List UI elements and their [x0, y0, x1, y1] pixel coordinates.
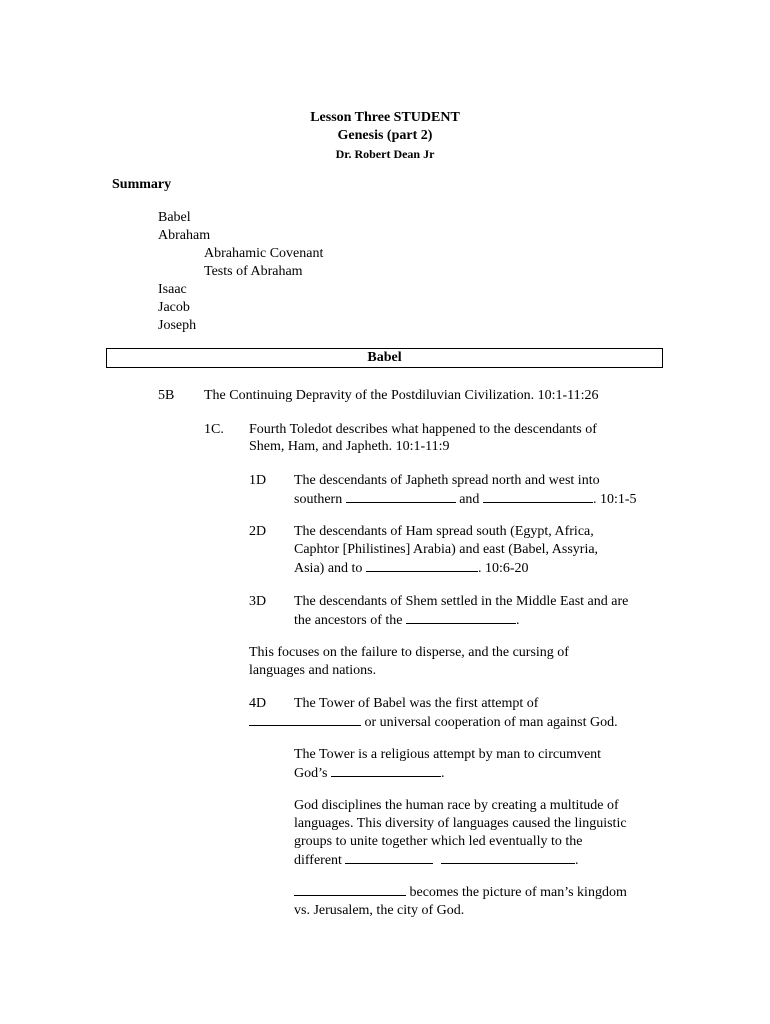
summary-item: Joseph — [158, 318, 197, 333]
fill-in-blank[interactable] — [345, 851, 433, 864]
outline-label-2d: 2D — [249, 524, 267, 539]
text-fragment: becomes the picture of man’s kingdom — [409, 885, 627, 900]
text-fragment: God’s — [294, 766, 328, 781]
picture-text-line2: vs. Jerusalem, the city of God. — [294, 903, 465, 918]
picture-text-line1 — [294, 883, 627, 902]
summary-item: Abraham — [158, 228, 211, 243]
outline-text-2d-line3 — [294, 559, 529, 578]
fill-in-blank[interactable] — [441, 851, 575, 864]
outline-label-5b: 5B — [158, 388, 175, 403]
text-fragment: and — [459, 492, 480, 507]
fill-in-blank[interactable] — [249, 713, 361, 726]
outline-text-4d-line2 — [249, 713, 618, 732]
outline-text-1c-line1: Fourth Toledot describes what happened to the descendants of — [249, 422, 597, 437]
section-header-babel: Babel — [106, 348, 663, 368]
text-fragment: . — [440, 766, 445, 781]
fill-in-blank[interactable] — [366, 559, 478, 572]
outline-text-5b: The Continuing Depravity of the Postdiluvian Civilization. 10:1-11:26 — [204, 388, 599, 403]
summary-subitem: Tests of Abraham — [204, 264, 303, 279]
summary-item: Babel — [158, 210, 191, 225]
text-fragment: the ancestors of the — [294, 613, 403, 628]
outline-text-1c-line2: Shem, Ham, and Japheth. 10:1-11:9 — [249, 439, 450, 454]
fill-in-blank[interactable] — [294, 883, 406, 896]
disciplines-text-line2: languages. This diversity of languages caused the linguistic — [294, 816, 627, 831]
text-fragment: or universal cooperation of man against God. — [364, 715, 618, 730]
fill-in-blank[interactable] — [346, 490, 456, 503]
focus-text-line1: This focuses on the failure to disperse, and the cursing of — [249, 645, 569, 660]
fill-in-blank[interactable] — [483, 490, 593, 503]
author-line: Dr. Robert Dean Jr — [335, 147, 435, 161]
fill-in-blank[interactable] — [331, 764, 441, 777]
summary-item: Isaac — [158, 282, 187, 297]
outline-label-3d: 3D — [249, 594, 267, 609]
outline-text-1d-line2 — [294, 490, 637, 509]
outline-label-1d: 1D — [249, 473, 267, 488]
text-fragment: . 10:6-20 — [477, 561, 529, 576]
summary-subitem: Abrahamic Covenant — [204, 246, 324, 261]
tower-text-line2 — [294, 764, 444, 783]
outline-text-1d-line1: The descendants of Japheth spread north and west into — [294, 473, 600, 488]
disciplines-text-line4 — [294, 851, 578, 870]
summary-item: Jacob — [158, 300, 190, 315]
text-fragment: . — [515, 613, 520, 628]
text-fragment: Asia) and to — [294, 561, 363, 576]
text-fragment: . — [574, 853, 579, 868]
text-fragment: different — [294, 853, 342, 868]
outline-text-2d-line1: The descendants of Ham spread south (Egypt, Africa, — [294, 524, 594, 539]
outline-text-3d-line1: The descendants of Shem settled in the Middle East and are — [294, 594, 629, 609]
disciplines-text-line3: groups to unite together which led eventually to the — [294, 834, 583, 849]
outline-text-4d-line1: The Tower of Babel was the first attempt of — [294, 696, 539, 711]
tower-text-line1: The Tower is a religious attempt by man to circumvent — [294, 747, 602, 762]
fill-in-blank[interactable] — [406, 611, 516, 624]
outline-label-1c: 1C. — [204, 422, 224, 437]
outline-label-4d: 4D — [249, 696, 267, 711]
text-fragment: southern — [294, 492, 343, 507]
disciplines-text-line1: God disciplines the human race by creating a multitude of — [294, 798, 619, 813]
summary-heading: Summary — [112, 177, 172, 192]
focus-text-line2: languages and nations. — [249, 663, 377, 678]
page-title: Lesson Three STUDENT — [310, 110, 460, 125]
text-fragment: . 10:1-5 — [592, 492, 637, 507]
page-subtitle: Genesis (part 2) — [337, 128, 433, 143]
outline-text-3d-line2 — [294, 611, 519, 630]
outline-text-2d-line2: Caphtor [Philistines] Arabia) and east (Babel, Assyria, — [294, 542, 599, 557]
